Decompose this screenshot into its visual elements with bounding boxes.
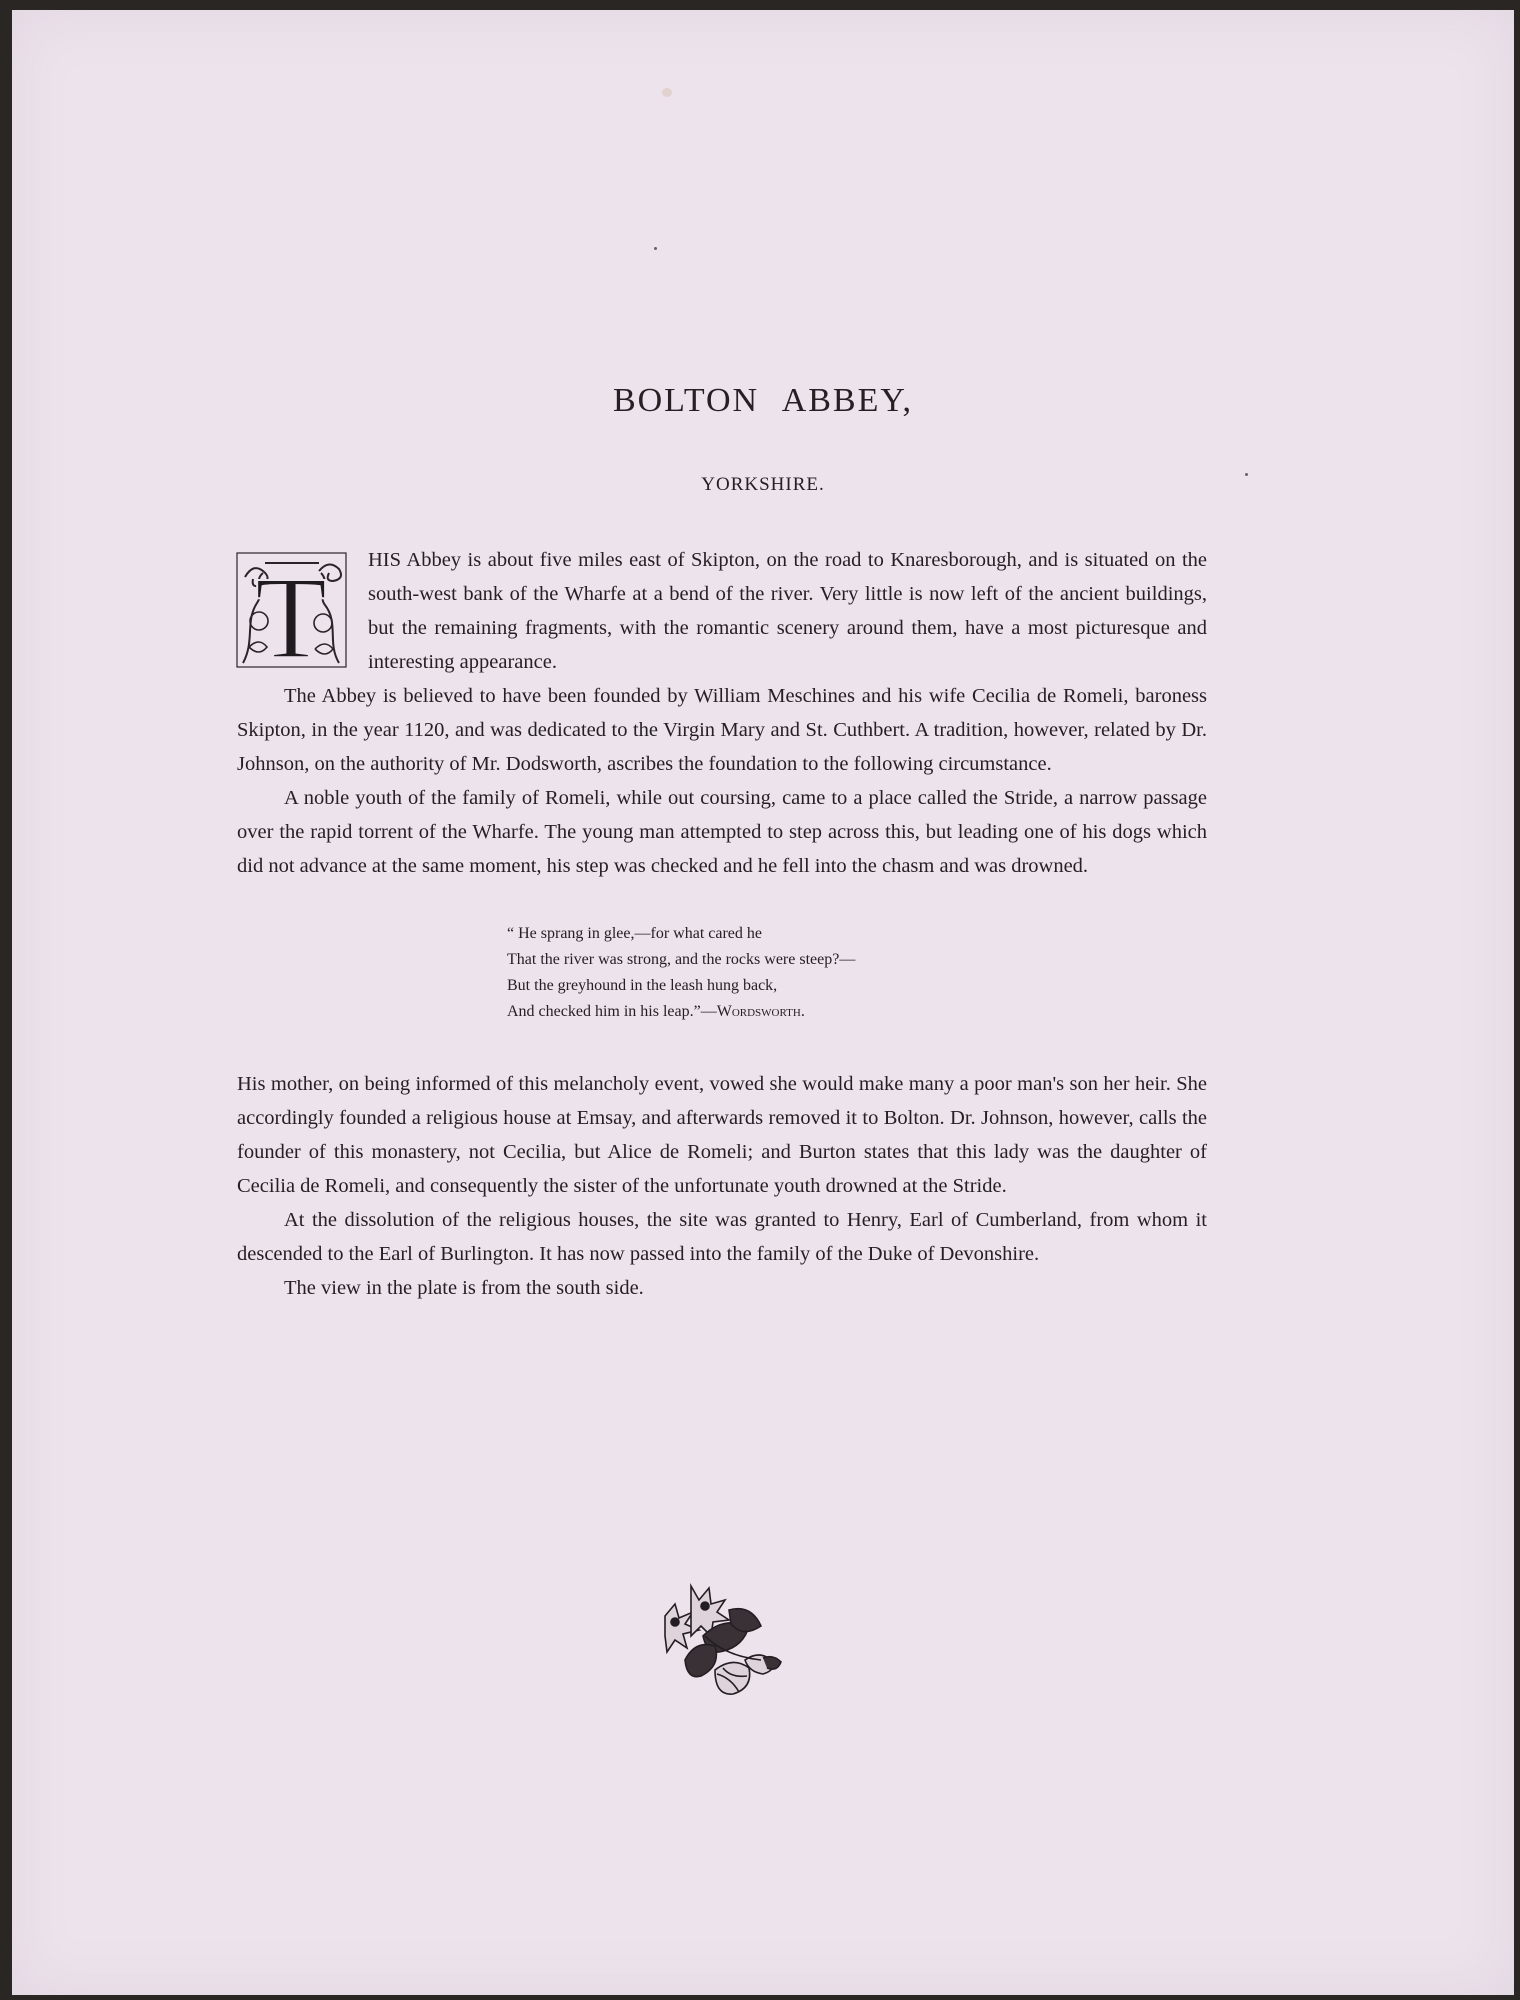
quote-line-text: And checked him in his leap.”— [507, 1003, 717, 1020]
quote-line: That the river was strong, and the rocks were steep?— [507, 951, 856, 968]
floral-ornament-icon [645, 1576, 793, 1702]
poem-quote [507, 921, 1207, 1025]
quote-line [507, 999, 1207, 1025]
quote-line: But the greyhound in the leash hung back, [507, 977, 778, 994]
ornamental-dropcap-t [235, 551, 348, 669]
paragraph [237, 543, 1207, 679]
paragraph-text: HIS Abbey is about five miles east of Skipton, on the road to Knaresborough, and is situated on the south-west bank of the Wharfe at a bend of the river. Very little is now left of the ancient buildings, but the remaining fragments, with the romantic scenery around them, have a most picturesque and interesting appearance. [368, 549, 1207, 673]
paper-speck [662, 88, 672, 97]
dropcap-letter: T [254, 552, 328, 669]
quote-line: “ He sprang in glee,—for what cared he [507, 925, 762, 942]
paragraph: The Abbey is believed to have been founded by William Meschines and his wife Cecilia de Romeli, baroness Skipton, in the year 1120, and was dedicated to the Virgin Mary and St. Cuthbert. A tradition, however, related by Dr. Johnson, on the authority of Mr. Dodsworth, ascribes the foundation to the following circumstance. [237, 685, 1207, 775]
quote-attribution: Wordsworth. [716, 1003, 805, 1020]
page-subtitle: YORKSHIRE. [701, 474, 825, 495]
paragraph: His mother, on being informed of this melancholy event, vowed she would make many a poor man's son her heir. She accordingly founded a religious house at Emsay, and afterwards removed it to Bolton. Dr. Johnson, however, calls the founder of this monastery, not Cecilia, but Alice de Romeli; and Burton states that this lady was the daughter of Cecilia de Romeli, and consequently the sister of the unfortunate youth drowned at the Stride. [237, 1073, 1207, 1197]
body-text [237, 543, 1207, 1305]
page-title: BOLTON ABBEY, [612, 382, 914, 419]
document-page [12, 10, 1514, 1995]
paragraph: A noble youth of the family of Romeli, while out coursing, came to a place called the Stride, a narrow passage over the rapid torrent of the Wharfe. The young man attempted to step across this, but leading one of his dogs which did not advance at the same moment, his step was checked and he fell into the chasm and was drowned. [237, 787, 1207, 877]
paragraph: The view in the plate is from the south side. [284, 1277, 644, 1299]
paragraph: At the dissolution of the religious houses, the site was granted to Henry, Earl of Cumberland, from whom it descended to the Earl of Burlington. It has now passed into the family of the Duke of Devonshire. [237, 1209, 1207, 1265]
paper-speck [654, 247, 657, 250]
